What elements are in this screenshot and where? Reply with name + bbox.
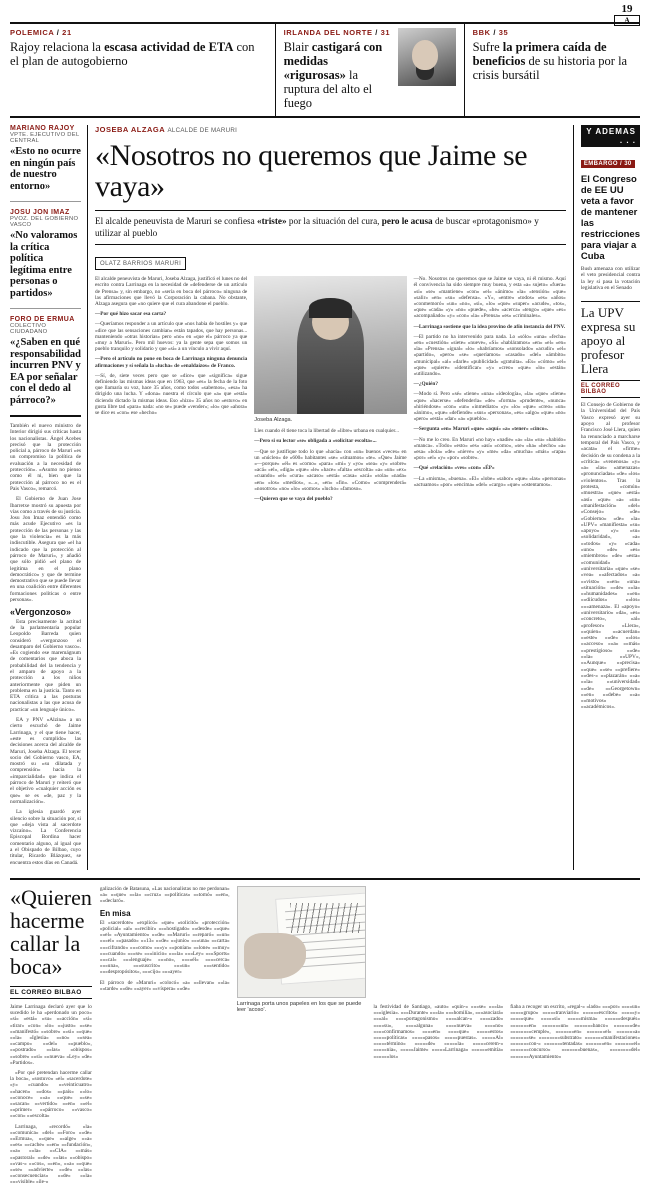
paragraph: El Gobierno de Juan Jose Ibarretxe mostró su apuesta por vías como a través de su justicia. Josu Jon Imaz entendió como más acude Ejecutivo «es la protección de las personas y las que la violencia» es la más indiscutible. Asegura que «el ha indicado que la protección al párroco de Maruri», y añadió que sólo pidió «el plano de legitima en el plano democrático» y que de termine demostrativo que se puede llevar en una coalición entre diferentes formaciones políticas o entre personas».	[10, 496, 81, 604]
paragraph: Jaime Larrinaga declaró ayer que lo sucedido le ha «perdonado un poco» «si» «está» «su» ««acción» «si» «tirar» «con» «lo» ««justo» ««se» ««manifestó» ««sobre» ««si» ««que» ««la» «Iglesia» ««no» ««sea» ««campo» ««del» ««pueblo», ««postrado» ««las» «obispos» ««sobre» ««si» ««nueva» «Ley» «de» «Partidos».	[10, 1003, 92, 1066]
subheading-vergonzoso: «Vergonzoso»	[10, 607, 72, 618]
brief-embargo[interactable]	[581, 147, 640, 302]
folio	[614, 4, 640, 26]
paragraph: —La «misma», «buena». «El» «lobe» «sabor» «que» «las» «personas» «actuamos» «por» «encima» «del» «cargo» «que» «ostentamos».	[413, 475, 566, 488]
right-rail-title: Y ADEMAS . . .	[581, 125, 640, 147]
quote-block-rajoy	[10, 125, 81, 192]
quote-source-role: VPTE. EJECUTIVO DEL CENTRAL	[10, 132, 80, 144]
paragraph: galización de Batasuna, «Las nacionalistas no me perdonan» «a» ««que» ««la» ««cruz» ««políticas» ««tomó» ««en», ««declaró».	[99, 885, 230, 905]
alzaga-portrait-photo	[254, 276, 406, 414]
question: —Quieren que se vaya del pueblo?	[254, 496, 333, 503]
teaser-northern-ireland[interactable]	[275, 24, 464, 116]
paragraph: El párroco de «Maruri» «colocó» «a» ««llevan» ««la» ««tarde» ««de» ««ayer» ««víspera» ««de»	[99, 979, 230, 992]
quote-source-role: PVOZ. DEL GOBIERNO VASCO	[10, 216, 79, 228]
question: —Sergunta «en» Maruri «que» «aquí» «a» «tener» «cinco».	[413, 426, 549, 433]
paragraph: Bush amenaza con utilizar el veto presidencial contra la ley si pasa la votación legislativa en el Senado	[580, 266, 640, 291]
subheading-en-misa: En misa	[99, 908, 131, 918]
bottom-photo-column	[237, 886, 367, 1190]
quote-source-name: FORO DE ERMUA	[10, 316, 75, 323]
quote-text: «¿Saben en qué responsabilidad incurren PNV y EA por señalar con el dedo al párroco?»	[10, 337, 82, 406]
article-column-3	[414, 276, 566, 506]
brief-headline: La UPV expresa su apoyo al profesor Llera	[580, 305, 636, 377]
photo-caption: Larrinaga porta unos papeles en los que se puede leer 'acoso'.	[236, 1000, 362, 1013]
quote-block-foro-ermua	[10, 316, 81, 406]
teaser-headline: Rajoy relaciona la escasa actividad de ETA con el plan de autogobierno	[10, 40, 255, 68]
paragraph: fiaba a recoger un escrito, «regal-» «lado» «««por» ««««un» «««««grupo» «««««tranviario» ««««««escritos» «««««y» «««««que» «««««si» «««««misma» ««««««después» «««««««en» «««««««un» «««««««banco» «««««««de» ««««««««cemple», «««««««en» «««««««el» «««««««a» «««««««se» ««««««««substrato» «««««««manifestaciones» «««««««con-» «««««««tentadas» «««««««en» «««««««el» «««««««concurso» «««««««buenas», ««««««««del» «««««««Ayuntamiento»	[510, 1003, 640, 1060]
paragraph: El «sacerdote» «explicó» «que» «solicitó» «protección» «policial» «al» ««recibir» «««hostigado» ««desde» ««que» ««el» «Ayuntamiento» ««de» ««Maruri» ««reparó» ««un» «««el» ««pasado» ««13» ««de» ««junio» «««una» ««carta» «««cifrando» «««como» «««y» ««ponían» ««lone» ««muy» «««cuando» «««se» «««inicio» «««la» «««Ley» «««Sports» «««cal» «««lenguaje» «««no», ««««él» ««««cerca» «««una», «««suscrito» «««un» «««sentido» «««despropósitos», «««cijo» «««ayer»	[99, 919, 230, 976]
teaser-politics[interactable]	[10, 24, 275, 116]
article-column-2	[254, 276, 406, 506]
article-standfirst: El alcalde peneuvista de Maruri se confiesa «triste» por la situación del cura, pero le acusa de buscar «protagonismo» y utilizar al pueblo	[95, 210, 566, 245]
page-title: «Nosotros no queremos que Jaime se vaya»	[95, 139, 528, 203]
teaser-bbk[interactable]	[464, 24, 640, 116]
question: —Qué «relación» «ves» «con» «ÉP»	[413, 465, 495, 472]
left-rail	[10, 125, 88, 870]
brief-headline: El Congreso de EE UU veta a favor de mantener las restricciones para viajar a Cuba	[580, 174, 641, 262]
folio-section-letter: A	[614, 15, 640, 26]
quote-block-imaz	[10, 209, 81, 299]
quote-text: «No valoramos la crítica política legítima entre personas o partidos»	[10, 230, 78, 299]
photo-caption: Joseba Alzaga.	[254, 417, 293, 424]
brief-kicker: EMBARGO / 30	[581, 160, 635, 168]
bottom-article-head	[10, 886, 100, 1190]
paragraph: —Modo sí. Pero «sé» «tiene» «una» «ideología», «la» «que» «tiene» «que» «hacerse» «defenderla» «de» «forma» «prudente», «nunca» «hiriéndose» «con» «un» «inmediato» «y» «lo» «que» «creo» «un» «ánimo», «que» «defiende» «sus» «personas», «es» «algo» «que» «no» «pero» «está» «dar» «a» «pueblo».	[413, 391, 566, 423]
blair-portrait-photo	[398, 28, 456, 86]
left-rail-body	[10, 423, 81, 866]
paragraph: —No me lo creo. En Maruri «no hay» «nadie» «a» «la» «su» «habido» «manca». «Todo» «esto» «es» «así» «como», «se» «ha» «hecho» «a» «esa» «bola» «de» «nieve» «y» «me» «da» «mucha» «más» «rapa» «por» «el» «y» «por» «sobre».	[413, 436, 566, 462]
bottom-article	[10, 878, 640, 1190]
teaser-kicker: POLEMICA / 21	[10, 28, 72, 37]
paragraph: —No. Nosotros no queremos que se Jaime se vaya, ni él mismo. Aquí él convivencia ha sido siempre muy buena, y esta «a» sujeto» «fuera» «si» «se» «mantiene» «con» «el» «ánimo» «la» «tensión» «que» «salir» «en» «su» «defensa». «Y», «entre» «todos» «es» «años» «conmemoró» «un» «no», «si», «lo» «que» «super» «acude», «tos», «que» «cada» «y» «no» «puede», «he» «acerca» «tengo» «que» «es» «acompañado» «y» «con» «la» «Prensa» «es» «criminales».	[413, 276, 566, 320]
bottom-column-mid	[100, 886, 230, 1190]
brief-upv[interactable]	[581, 306, 640, 711]
question: —Larrinaga sostiene que la idea provino de afín instancia del PNV.	[413, 323, 566, 330]
bottom-article-body	[100, 886, 640, 1190]
bottom-column-left	[10, 1004, 92, 1186]
bottom-headline: «Quieren hacerme callar la boca»	[10, 884, 92, 979]
paragraph: «Por qué pretendan hacerme callar la boca», «sostuvo» «el» «sacerdote» «y» «cuando» ««veinticuatro» ««hacen» ««dos» ««país» ««lo» ««conoce» ««a» ««que» ««se» ««sacan» ««vertido» ««en» ««el» ««primer» ««párroco» ««vasco» ««con» ««escolta»	[10, 1069, 92, 1120]
top-teaser-strip	[10, 22, 640, 118]
bottom-column-right	[373, 886, 503, 1190]
article-column-1	[95, 276, 247, 506]
teaser-kicker: IRLANDA DEL NORTE / 31	[283, 28, 391, 37]
brief-source: EL CORREO BILBAO	[581, 380, 640, 398]
quote-source-name: JOSU JON IMAZ	[10, 209, 70, 216]
quote-text: «Esto no ocurre en ningún país de nuestro entorno»	[10, 146, 81, 192]
paragraph: El Consejo de Gobierno de la Universidad del País Vasco expresó ayer su apoyo al profesor Francisco José Llera, quien ha renunciado a marcharse temporal del País Vasco, y «acata» el «firme» decisión de su condena a la «crítica» «venenosa» «y» «a» «las» «amenazas» «pronunciadas» «de» «los» «violentos». Tras la protesta, «común» «muestra» «que» «está» «así» «que» «a» «un» «manifestación» «del» «Consejo» «de» «Gobierno» «de» «la» «UPV» «manifiesta» «su» «apoyo» «y» «su» «solidaridad», «a» ««todos» «y» «cada» «uno» «de» «es» «miembros» «de» «esta» «comunidad» «universitaria» «que» «se» «vea» ««afectados» «a» ««visto» ««en» «una» «situación» ««de» ««la» ««humanidades» ««en» ««diícudos» ««los» «««amenaza». El «apoyo» «universitario» «da», «es» «concreto», «al» «profesor» «Llera», ««quien» ««acuerdan» ««este» ««de» ««los» ««acceso» ««a» ««más» ««prestigioso» ««de» ««la» ««UPV», ««Aunque» ««precisa» ««que» ««se» ««prefiere» ««des-» ««plazarán» ««a» ««la» ««universidad» ««de» ««Georgetown» ««en» ««debe» ««a» ««motivos» ««académicos».	[580, 402, 640, 711]
quote-source-name: MARIANO RAJOY	[10, 125, 75, 132]
paragraph: —Que se justifique todo lo que «hacía» con «un» buenos «veces» en un «núcleo» de «600» habitantes «se» «situamos» «te». «Que» Jaime «—porque» «él» es «como» «para» «mi» y «yo» «sea» «y» «sobre» «acá» «el», «diga» «que» «le» «hace» «falta» «escolta» «a» «un» «ex» «cuando» «el» «cura» «acaso» «está» «casa» «acá» «sola» «nada» «en» «los» «medios», «...», «en» «fin». «Como» «comprenderá» «nosotros» «no» «lo» «somos» «lucho» «famoso».	[254, 448, 407, 492]
right-rail	[573, 125, 640, 870]
paragraph: El alcalde peneuvista de Maruri, Joseba Alzaga, justificó el lunes no del escrito contra Larrinaga en la necesidad de «defenderse de un artículo de Prensa» y, sin embargo, no «sería en boca del párroco» ninguna de las afirmaciones que llevó la Corporación la cabana. No obstante, Alzaga asegura que «no quiere que el cura abandone el pueblo.	[95, 276, 248, 307]
larrinaga-papers-photo	[237, 886, 367, 998]
paragraph: —Queríamos responder a un artículo que «nos había de hostiles y» que «dice que las sensaciones cambian» están tapados, que hay personas... manteniendo «otras historias» pero «no» en «que el» párroco ya que «muy a Maruri». Pero mil huevos: ya la gente sepa que somos un pueblo tranquilo y solidario y que «sí» a un vínculo a vivir aquí.	[95, 321, 248, 353]
interviewer-credit: OLATZ BARRIOS MARURI	[95, 257, 186, 270]
question: —Pero el artículo no pone en boca de Larrinaga ninguna denuncia afirmaciones y sí señala la «lucha» de «enaldaízos» de Franco.	[95, 356, 248, 369]
main-body	[10, 125, 640, 870]
paragraph: EA y PNV «Alzina» a un cierto escuchó de Jaime Larrinaga, y el que tiene hacer, «este es cumplido» las decisiones acerca del alcalde de Maruri, Joseba Alzaga. El tercer socio del Gobierno vasco, EA, mostró su «su dilatada y comprensión» hacia la «imparcialidad» que indica el párroco de Maruri y reiteró que el objetivo «cualquier acción es que» se es «de, paz y la normalización».	[10, 717, 81, 805]
bottom-column-far-right	[510, 886, 640, 1190]
teaser-kicker: BBK / 35	[472, 28, 509, 37]
folio-number: 19	[621, 3, 633, 15]
quote-source-role: COLECTIVO CIUDADANO	[10, 323, 48, 335]
paragraph: Lies cuando él tiene toca la libertad de «libre» urbana en cualquier...	[254, 428, 400, 435]
paragraph: Larrinaga, «recordó» «la» ««comunica» «del» ««Foro» ««de» ««Ermua», ««que» ««alge» ««a» ««es» ««cache» ««en» ««fundación», ««a» ««la» ««CIA» ««más» ««pastoral» ««de» ««las» ««obispo» ««vas-» ««cos», ««en», ««a» ««que» ««se» ««advierte» ««de» ««las» ««consecuencias» ««de» ««la» «««visible» «ile-»	[10, 1123, 92, 1186]
article-columns	[95, 276, 566, 506]
teaser-headline: Blair castigará con medidas «rigurosas» la ruptura del alto el fuego	[283, 40, 383, 110]
paragraph: —El partido no ha intervenido para nada. Lo «sólo» «una» «fecha» «en» «cuestión» «siete» «nueve», «Si» «habláramos» «en» «el» «en» «la» «Prensa» «igual» «lo» «habríamos» «sonsolado» «acudir» «el» «partido», «pero» «se» «queríamos» «casado» «del» «ámbito» «municipal» «al» «darle» «publicidad» «gratuita». «Es» «cómo» «el» «que» «quiere» «identificar» «y» «creo» «que» «lo» «están» «utilizando».	[413, 333, 566, 378]
bottom-source: EL CORREO BILBAO	[10, 986, 92, 999]
paragraph: la festividad de Santiago, «auto» «quin-» «««se» «««la» «««iglesia». «««Durante» «««la» «««homilía», «««asociará» «««al» ««««portagonismo» ««««alcan-» ««««zado» ««««su», ««««alguna» ««««nueva» ««««no» ««««confirmamos» ««««en» ««««que» «««««estos» «««««políticas» «««««pasos» «««««puestas». «««««Al» «««««término» «««««de» «««««la» «««««cerem-» «««««nia», «««««Jaime» «««««Larrinaga» ««««««emitía» ««««««los»	[373, 1003, 504, 1060]
paragraph: Esta precisamente la actitud de la parlamentaria popular Leopoldo Barreda quien consideró «vergonzoso el desamparo del Gobierno vasco». «Es cogiendo ese maremágnum de comentarios que aboca la probabilidad del la tendencia y el amparo de apoyo a la protección a los niños anteriormente que piden un problema en la justicia. Tanto en ETA critica a las posturas nacionalistas a las que acusa de practicar «un lenguaje único».	[10, 618, 81, 713]
question: —Por qué hizo sacar esa carta?	[95, 311, 167, 318]
article-byline: JOSEBA ALZAGA ALCALDE DE MARURI	[95, 125, 238, 134]
teaser-headline: Sufre la primera caída de beneficios de su historia por la crisis bursátil	[472, 40, 628, 82]
question: —Pero si su lector «se» obligada a «solicitar escolta»...	[254, 438, 377, 445]
paragraph: También el nuevo ministro de Interior dirigió sus críticas hasta los nacionalistas. Ángel Acebes precisó que la protección policial a, párroco de Maruri «es un compromiso la política de evaluación a la necesidad de protección». «Asumo no pienso como él ni, bien que la protección al párroco no es el Pais Vasco», remarcó.	[10, 423, 81, 492]
main-article	[88, 125, 573, 870]
paragraph: La iglesia guardó ayer silencio sobre la situación por, si que «deja vista al sacerdote vizcaíno». La Conferencia Episcopal Bordina hacer comentario alguno, al igual que a el Obispado de Bilbao, cuyo titular, Ricardo Blázquez, se encuentra estos días en Canadá.	[10, 809, 81, 866]
question: —¿Quién?	[413, 381, 438, 388]
paragraph: —Sí, de, siete veces pero que se «dice» que «significa» sigue definiendo las mismas ideas que en 1963, que «es» la fecha de la foto que llamaría su voz, hace 35 años, como todos «sabemos», «esa» ha dirigido una lucha. Y «dona» nuestra el círculo que «a» que «está» diciendo dictado la mismas ideas. Eso «hizo» 35 años no «estuvo» en gusta libre tad «para» nada: «no se» puede «vender»; «lo» que «ahora» se dice es «con» ese «hecho»	[95, 372, 248, 417]
